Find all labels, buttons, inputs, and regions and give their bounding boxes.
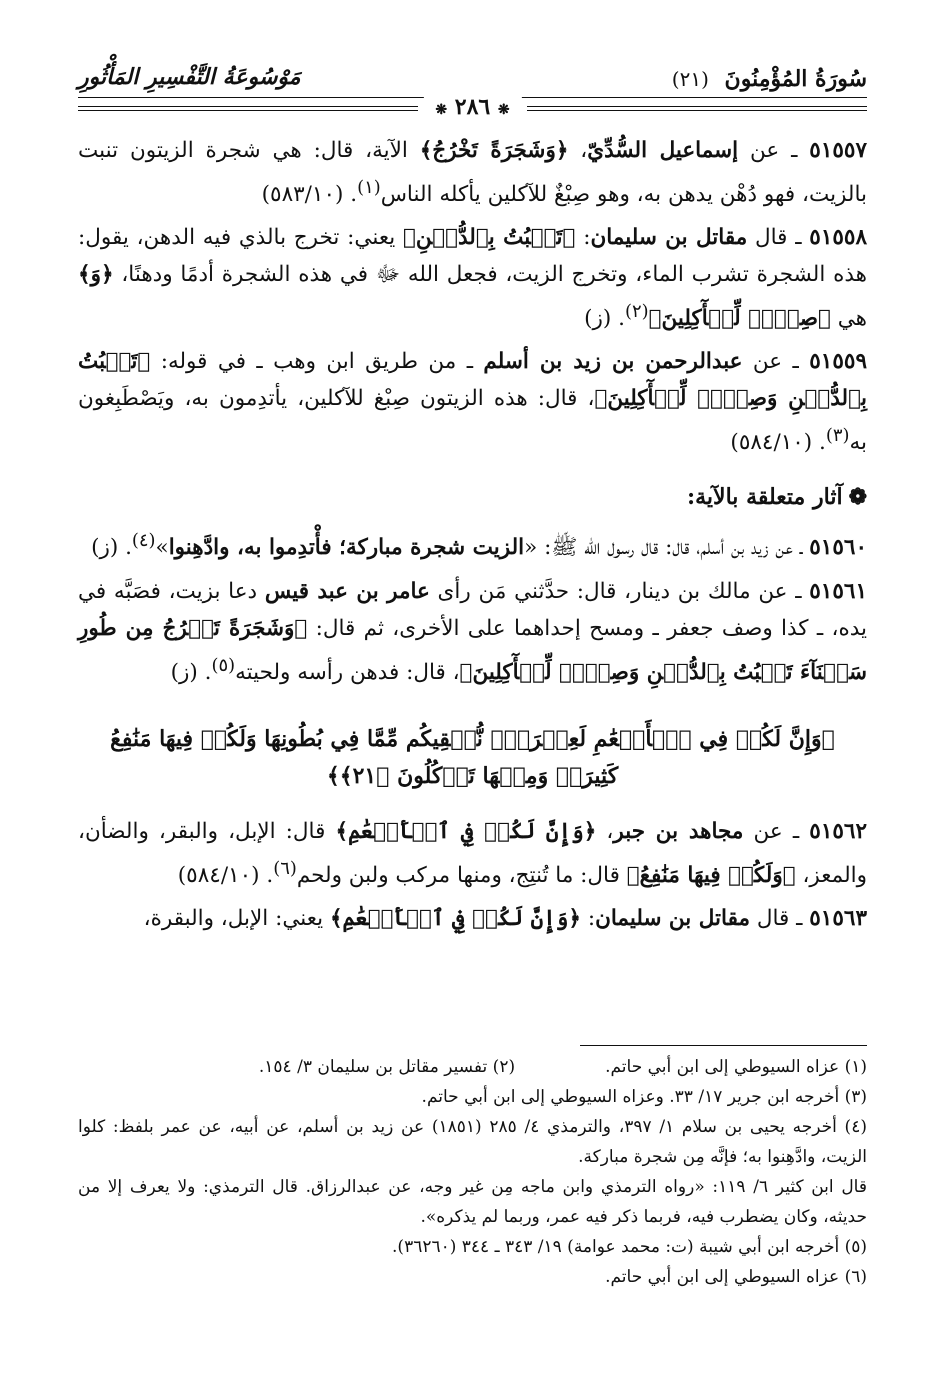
text: ، قال: فدهن رأسه ولحيته xyxy=(235,659,460,685)
footnote-marker: (٣) xyxy=(825,425,850,447)
header-book-title: مَوْسُوعَةُ التَّفْسِيرِ المَأْثُورِ xyxy=(78,64,301,90)
text: يعني: تخرج بالذي فيه الدهن، يقول: هذه الشجرة تشرب الماء، وتخرج الزيت، فجعل الله ﷻ في هذه الشجرة أدمًا ودهنًا، xyxy=(78,225,867,288)
footnote-1: (١) عزاه السيوطي إلى ابن أبي حاتم. xyxy=(605,1057,867,1077)
page-number xyxy=(423,94,521,120)
narration-5558 xyxy=(78,219,867,337)
quran-quote: ﴿صِبۡغٖ لِّلۡأٓكِلِينَ﴾ xyxy=(648,306,831,332)
footnote-2: (٢) تفسير مقاتل بن سليمان ٣/ ١٥٤. xyxy=(258,1057,516,1077)
text: ، قال: هذه الزيتون صِبْغ للآكلين، يأتدِمون به، ويَصْطَبِغون به xyxy=(78,386,867,456)
quran-quote: ﴿وَإِنَّ لَكُمۡ فِي ٱلۡأَنۡعَٰمِ﴾ xyxy=(329,905,581,931)
quran-quote: ﴿وَشَجَرَةً تَخْرُجُ﴾ xyxy=(419,138,569,163)
footnote-marker: (٢) xyxy=(625,301,649,323)
narration-number: ٥١٥٦٢ xyxy=(809,818,868,844)
footnotes xyxy=(78,1052,867,1292)
text: » xyxy=(155,535,169,561)
footnote-5: (٥) أخرجه ابن أبي شيبة (ت: محمد عوامة) ١٩/ ٣٤٣ ـ ٣٤٤ (٣٦٢٦٠). xyxy=(392,1237,867,1257)
narration-5560 xyxy=(78,522,867,566)
narration-5563 xyxy=(78,900,867,937)
reference: (٥٨٤/١٠) xyxy=(177,862,260,888)
text: الآية، قال: هي شجرة الزيتون تنبت بالزيت، فهو دُهْن يدهن به، وهو صِبْغٌ للآكلين يأكله الناس xyxy=(78,138,867,208)
narrator-name: مجاهد بن جبر xyxy=(613,818,744,844)
text: ـ عن xyxy=(738,138,810,163)
page-number-rule-right xyxy=(527,106,867,111)
text: . xyxy=(259,862,274,888)
narrator-name: عامر بن عبد قيس xyxy=(264,578,430,604)
text: : xyxy=(580,905,596,931)
text: . xyxy=(343,182,358,208)
quran-quote: ﴿وَ﴾ xyxy=(78,262,114,288)
quran-quote: ﴿تَنۢبُتُ بِٱلدُّهۡنِ وَصِبۡغٖ لِّلۡأٓكِلِينَ﴾ xyxy=(78,349,867,412)
reference: (ز) xyxy=(584,306,612,332)
narration-5557 xyxy=(78,132,867,213)
footnote-4-commentary: قال ابن كثير ٦/ ١١٩: «رواه الترمذي وابن ماجه مِن غير وجه، عن عبدالرزاق. قال الترمذي: ولا يعرف إلا من حديثه، وكان يضطرب فيه، فربما ذكر فيه عمر، وربما لم يذكره». xyxy=(78,1177,867,1227)
ornament-icon: ❋ xyxy=(435,102,448,118)
ornament-icon: ❋ xyxy=(497,102,510,118)
narration-number: ٥١٥٦٠ xyxy=(809,535,867,561)
narration-5561 xyxy=(78,573,867,691)
surah-number: (٢١) xyxy=(671,67,709,91)
text: قال: ما تُنتِج، ومنها مركب ولبن ولحم xyxy=(296,862,627,888)
reference: (ز) xyxy=(91,535,119,561)
narration-5559 xyxy=(78,343,867,461)
text: ، xyxy=(596,818,614,844)
footnote-row xyxy=(78,1052,867,1082)
page-number-value: ٢٨٦ xyxy=(454,94,491,120)
quran-quote: ﴿وَشَجَرَةً تَخۡرُجُ مِن طُورِ سَيۡنَآءَ تَنۢبُتُ بِٱلدُّهۡنِ وَصِبۡغٖ لِّلۡأٓكِلِينَ﴾ xyxy=(78,615,867,685)
narrator-name: إسماعيل السُّدِّيّ xyxy=(587,138,739,163)
text: ـ عن زيد بن أسلم، قال: قال رسول الله ﷺ: « xyxy=(524,535,810,561)
text: . xyxy=(611,306,625,332)
text: ـ عن xyxy=(743,818,810,844)
text: ـ عن مالك بن دينار، قال: حدَّثني مَن رأى xyxy=(429,578,810,604)
narrator-name: مقاتل بن سليمان xyxy=(590,225,748,251)
hadith-text: الزيت شجرة مباركة؛ فأْتدِموا به، وادَّهِنوا xyxy=(168,535,525,561)
quran-quote: ﴿وَإِنَّ لَكُمۡ فِي ٱلۡأَنۡعَٰمِ﴾ xyxy=(335,818,597,844)
text: يعني: الإبل، والبقرة، xyxy=(143,905,330,931)
text: . xyxy=(197,659,212,685)
footnote-6: (٦) عزاه السيوطي إلى ابن أبي حاتم. xyxy=(605,1267,867,1287)
footnote-3: (٣) أخرجه ابن جرير ١٧/ ٣٣. وعزاه السيوطي إلى ابن أبي حاتم. xyxy=(421,1087,867,1107)
footnote-marker: (١) xyxy=(357,177,381,198)
reference: (ز) xyxy=(170,659,198,685)
quran-verse: ﴿وَإِنَّ لَكُمۡ فِي ٱلۡأَنۡعَٰمِ لَعِبۡرَةٗۖ نُّسۡقِيكُم مِّمَّا فِي بُطُونِهَا وَلَكُمۡ فِيهَا مَنَٰفِعُ كَثِيرَةٞ وَمِنۡهَا تَأۡكُلُونَ ﴿٢١﴾﴾ xyxy=(110,725,835,789)
footnote-marker: (٦) xyxy=(273,857,297,879)
flower-icon: ❁ xyxy=(848,484,867,511)
quran-quote: ﴿تَنۢبُتُ بِٱلدُّهۡنِ﴾ xyxy=(402,225,576,251)
text: دعا بزيت، فصَبَّه في يده، ـ كذا وصف جعفر ـ ومسح إحداهما على الأخرى، ثم قال: xyxy=(78,578,867,641)
text: ـ قال xyxy=(747,225,810,251)
narration-number: ٥١٥٥٧ xyxy=(809,138,868,163)
narration-5562 xyxy=(78,813,867,894)
quran-quote: ﴿وَلَكُمۡ فِيهَا مَنَٰفِعُ﴾ xyxy=(626,862,796,888)
text: هي xyxy=(830,306,867,332)
footnote-marker: (٥) xyxy=(211,654,236,676)
reference: (٥٨٤/١٠) xyxy=(730,430,813,456)
text: ، xyxy=(568,138,588,163)
reference: (٥٨٣/١٠) xyxy=(261,182,344,208)
text: ـ من طريق ابن وهب ـ في قوله: xyxy=(150,349,484,375)
narration-number: ٥١٥٥٩ xyxy=(809,349,867,375)
footnote-marker: (٤) xyxy=(131,530,156,552)
footnote-4: (٤) أخرجه يحيى بن سلام ١/ ٣٩٧، والترمذي ٤/ ٢٨٥ (١٨٥١) عن زيد بن أسلم، عن أبيه، عن عمر بلفظ: كلوا الزيت، وادَّهِنوا به؛ فإنَّه مِن شجرة مباركة. xyxy=(78,1117,867,1167)
text: قال: الإبل، والبقر، والضأن، والمعز، xyxy=(78,818,867,888)
narration-number: ٥١٥٥٨ xyxy=(809,225,868,251)
text: . xyxy=(118,535,132,561)
narrator-name: مقاتل بن سليمان xyxy=(595,905,750,931)
page-number-rule-left xyxy=(78,106,418,111)
header-surah xyxy=(672,66,867,92)
surah-name: سُورَةُ المُؤْمِنُونَ xyxy=(724,66,867,92)
text: ـ عن xyxy=(742,349,810,375)
footnote-separator xyxy=(580,1045,867,1046)
text: ـ قال xyxy=(749,905,810,931)
text: : xyxy=(575,225,591,251)
narration-number: ٥١٥٦١ xyxy=(809,578,867,604)
text: . xyxy=(812,430,826,456)
section-title: آثار متعلقة بالآية: xyxy=(687,484,843,511)
section-heading xyxy=(78,479,867,516)
main-text xyxy=(78,132,867,943)
narration-number: ٥١٥٦٣ xyxy=(809,905,867,931)
narrator-name: عبدالرحمن بن زيد بن أسلم xyxy=(483,349,743,375)
page-number-bar xyxy=(78,94,867,118)
